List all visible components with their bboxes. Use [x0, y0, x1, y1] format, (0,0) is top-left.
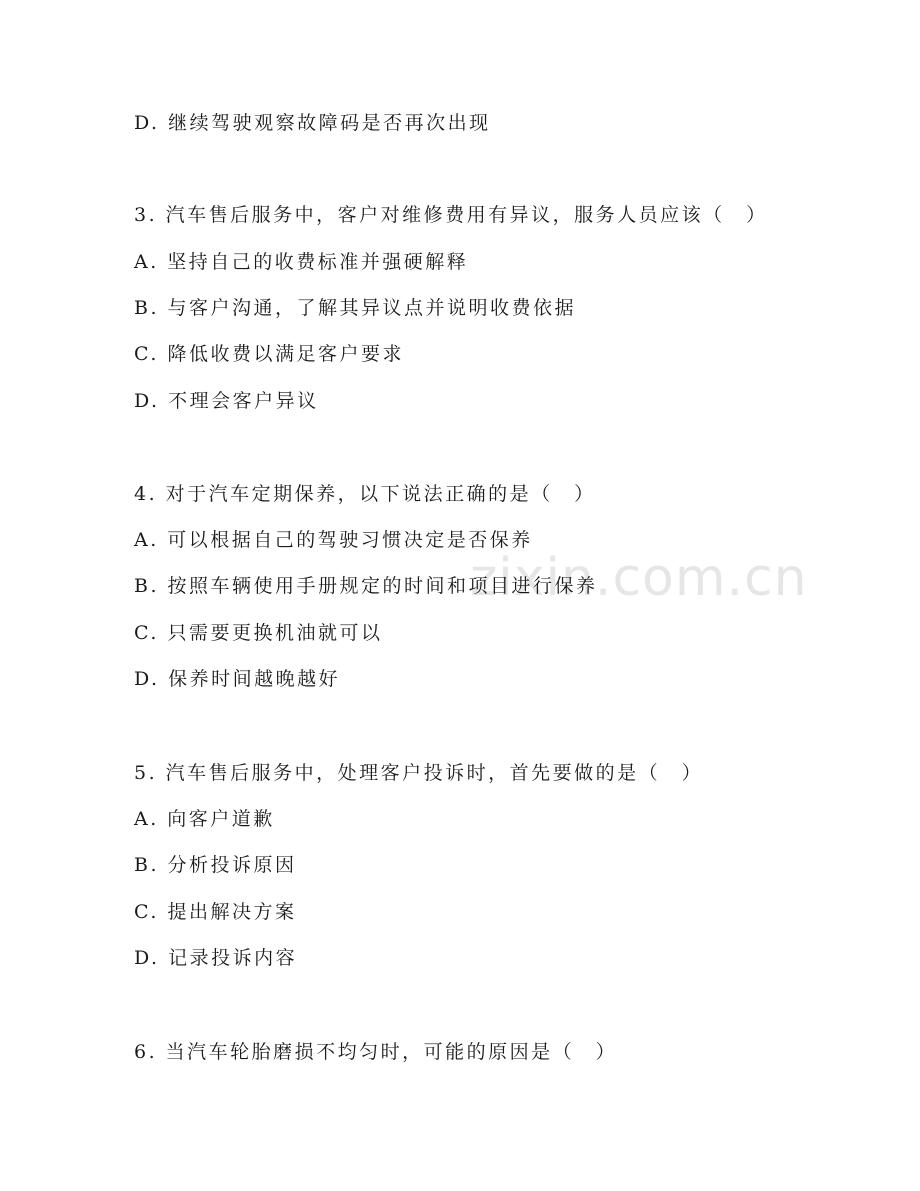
- option-5a: A. 向客户道歉: [134, 808, 275, 830]
- option-2d: D. 继续驾驶观察故障码是否再次出现: [134, 112, 491, 134]
- watermark: zixin.com.cn: [470, 548, 808, 608]
- question-5: 5. 汽车售后服务中，处理客户投诉时，首先要做的是（ ）: [134, 762, 704, 784]
- option-4a: A. 可以根据自己的驾驶习惯决定是否保养: [134, 529, 533, 551]
- question-4: 4. 对于汽车定期保养，以下说法正确的是（ ）: [134, 483, 596, 505]
- option-5d: D. 记录投诉内容: [134, 947, 298, 969]
- option-3c: C. 降低收费以满足客户要求: [134, 343, 404, 365]
- option-5c: C. 提出解决方案: [134, 901, 297, 923]
- option-4b: B. 按照车辆使用手册规定的时间和项目进行保养: [134, 575, 598, 597]
- option-4c: C. 只需要更换机油就可以: [134, 622, 383, 644]
- option-5b: B. 分析投诉原因: [134, 854, 297, 876]
- question-3: 3. 汽车售后服务中，客户对维修费用有异议，服务人员应该（ ）: [134, 204, 768, 226]
- option-3a: A. 坚持自己的收费标准并强硬解释: [134, 251, 469, 273]
- option-3d: D. 不理会客户异议: [134, 390, 319, 412]
- option-4d: D. 保养时间越晚越好: [134, 668, 341, 690]
- question-6: 6. 当汽车轮胎磨损不均匀时，可能的原因是（ ）: [134, 1041, 618, 1063]
- option-3b: B. 与客户沟通，了解其异议点并说明收费依据: [134, 297, 577, 319]
